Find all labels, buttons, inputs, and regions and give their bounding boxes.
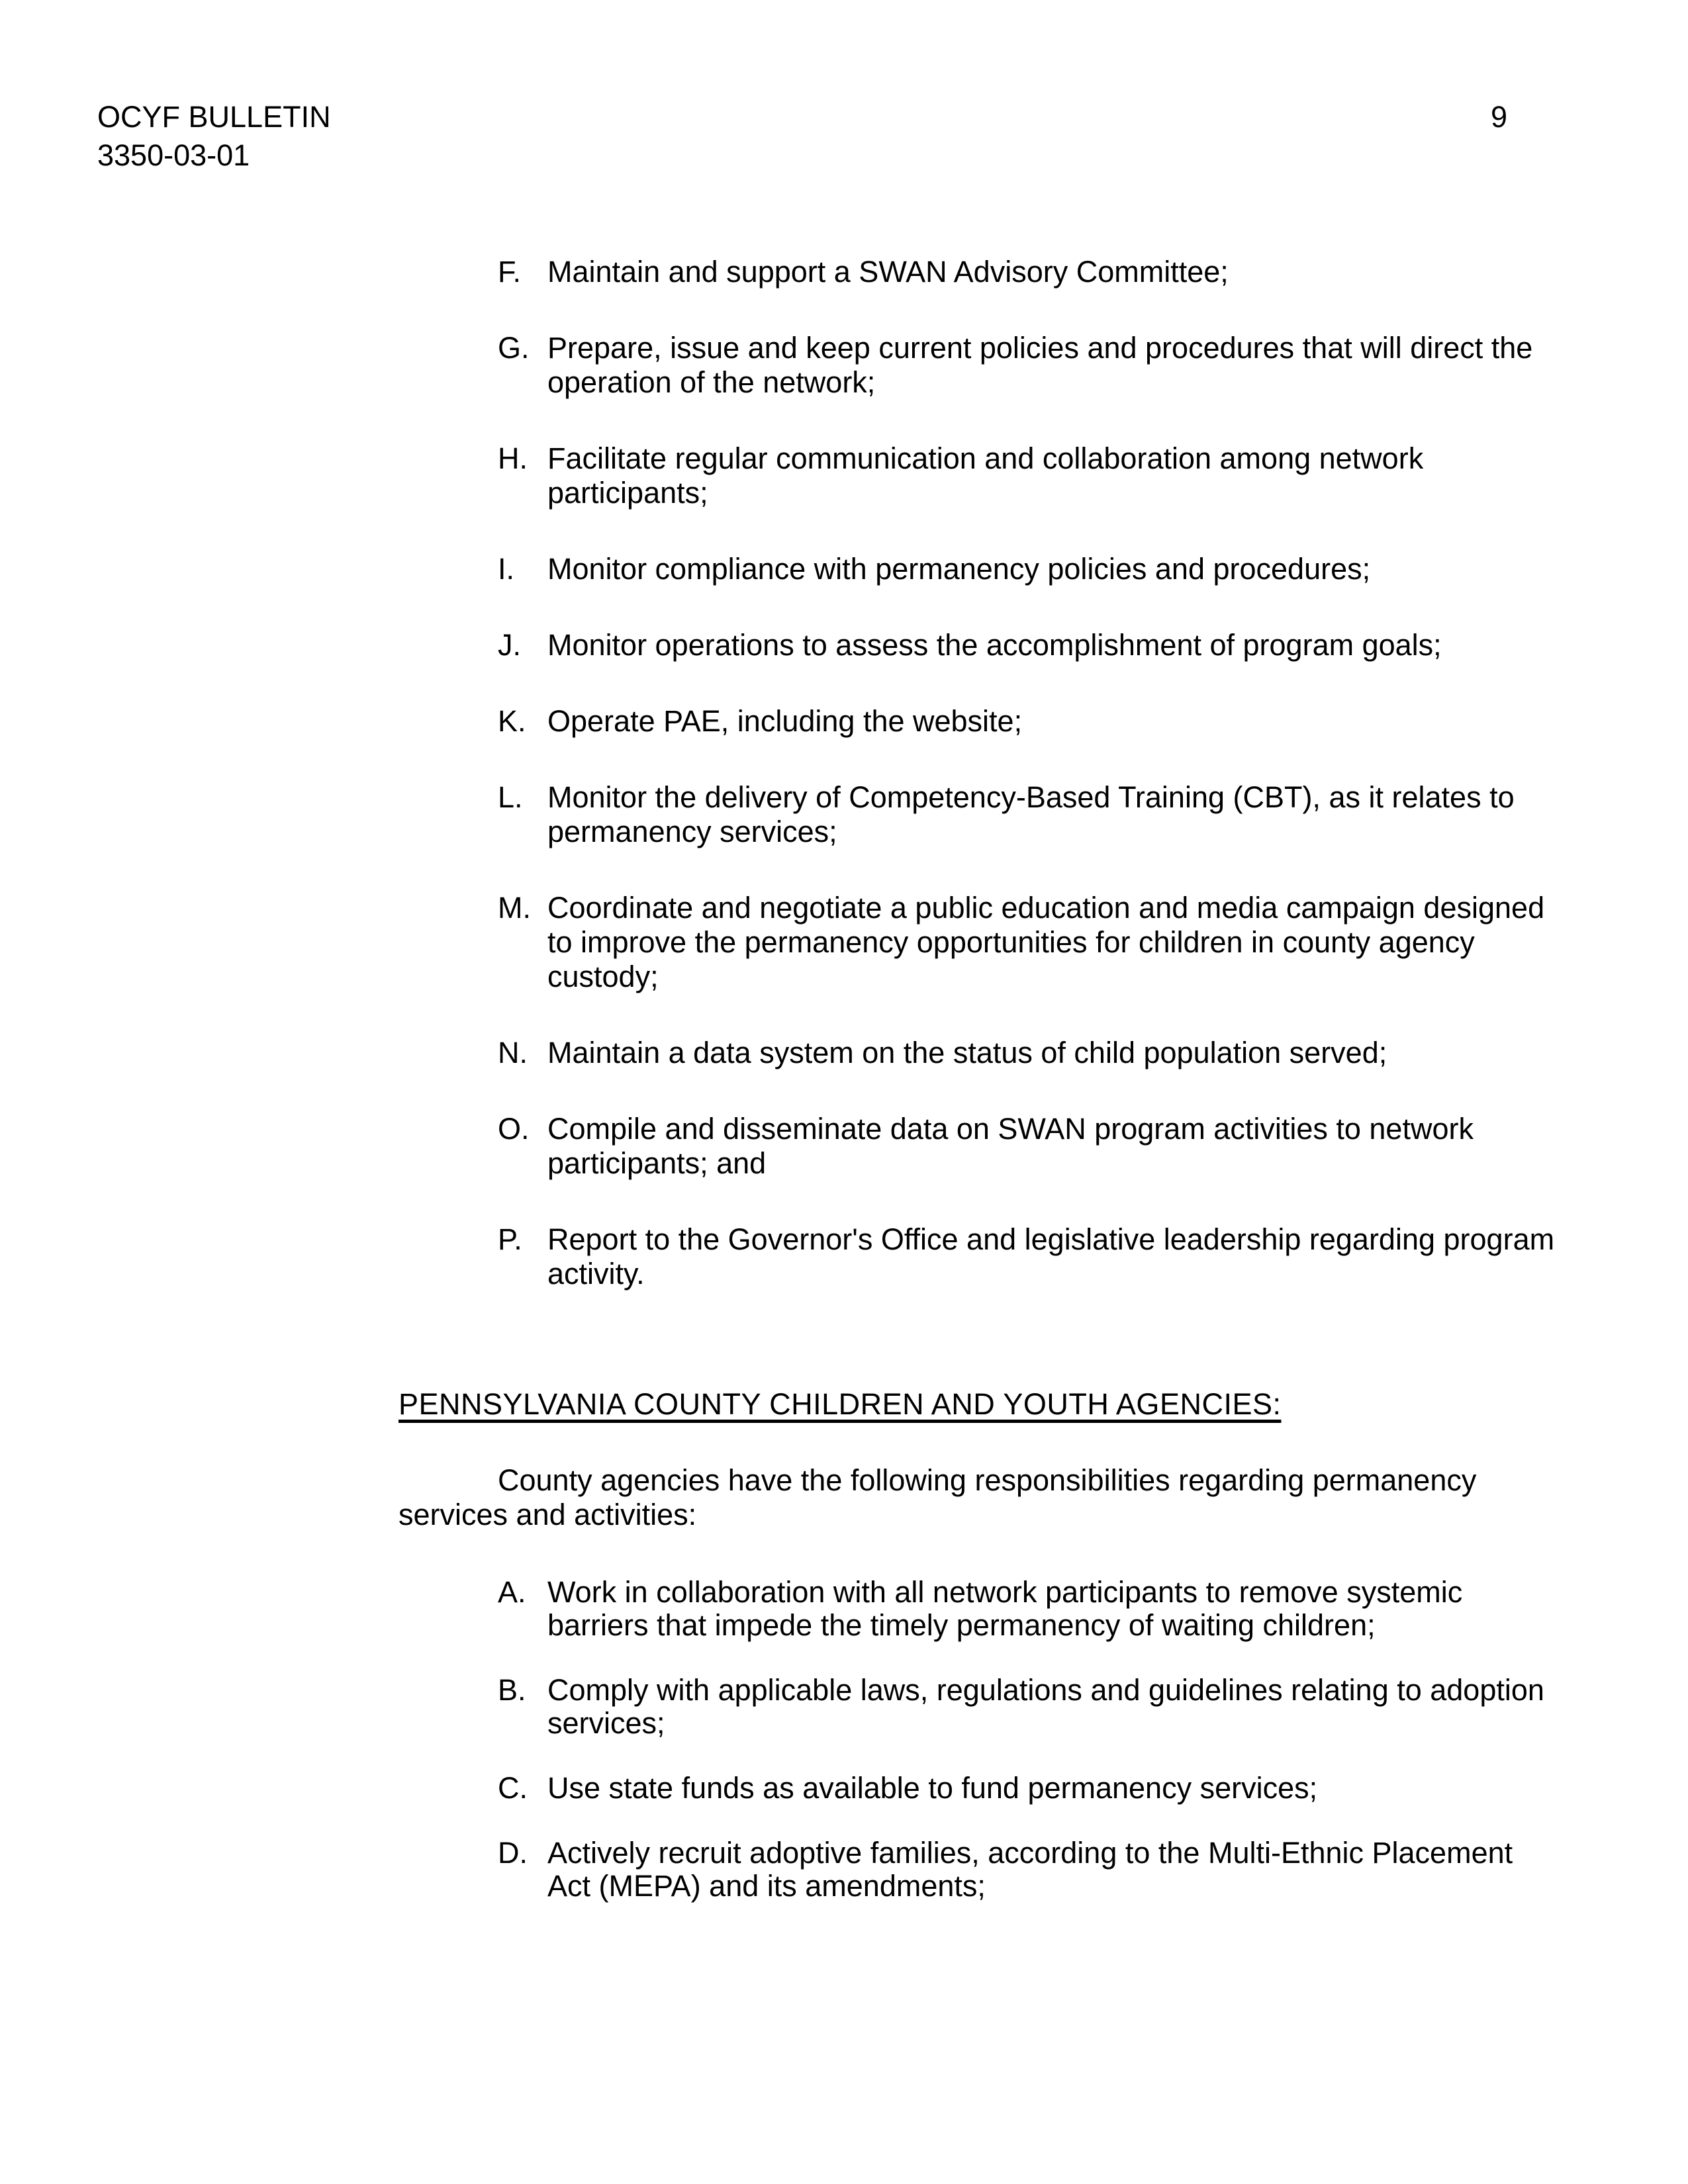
list-item-letter: G. — [498, 331, 530, 365]
list-item-text: Compile and disseminate data on SWAN program activities to network participants; and — [547, 1112, 1474, 1180]
list-item-g — [498, 331, 1560, 400]
list-item-letter: H. — [498, 441, 528, 475]
list-item-n — [498, 1036, 1560, 1070]
list-item-letter: A. — [498, 1575, 526, 1609]
list-item-text: Monitor compliance with permanency policies and procedures; — [547, 552, 1371, 586]
list-item-letter: K. — [498, 704, 526, 738]
list-item-letter: J. — [498, 628, 522, 662]
list-item-letter: P. — [498, 1222, 522, 1256]
list-item-m — [498, 891, 1560, 994]
list-item-letter: M. — [498, 891, 531, 925]
list-item-letter: F. — [498, 255, 522, 289]
list-item-a — [498, 1576, 1560, 1642]
bulletin-title: OCYF BULLETIN — [97, 100, 331, 134]
page-number: 9 — [1491, 100, 1508, 134]
list-item-text: Operate PAE, including the website; — [547, 704, 1023, 738]
list-item-letter: O. — [498, 1112, 530, 1146]
list-item-text: Comply with applicable laws, regulations and guidelines relating to adoption services; — [547, 1673, 1544, 1740]
document-body — [399, 255, 1560, 1903]
list-item-text: Maintain a data system on the status of child population served; — [547, 1036, 1387, 1069]
list-item-i — [498, 552, 1560, 586]
intro-paragraph: County agencies have the following responsibilities regarding permanency services and activities: — [399, 1463, 1477, 1531]
swan-responsibilities-list — [399, 255, 1560, 1291]
document-header — [97, 98, 331, 175]
list-item-letter: L. — [498, 780, 523, 814]
list-item-letter: B. — [498, 1673, 526, 1707]
list-item-c — [498, 1772, 1560, 1805]
list-item-l — [498, 780, 1560, 849]
list-item-p — [498, 1222, 1560, 1291]
list-item-text: Actively recruit adoptive families, according to the Multi-Ethnic Placement Act (MEPA) and its amendments; — [547, 1836, 1513, 1903]
list-item-text: Monitor operations to assess the accomplishment of program goals; — [547, 628, 1442, 662]
list-item-text: Maintain and support a SWAN Advisory Committee; — [547, 255, 1229, 289]
list-item-j — [498, 628, 1560, 662]
county-responsibilities-list — [399, 1576, 1560, 1903]
list-item-h — [498, 441, 1560, 510]
list-item-f — [498, 255, 1560, 289]
list-item-b — [498, 1674, 1560, 1740]
bulletin-number: 3350-03-01 — [97, 138, 250, 172]
list-item-text: Work in collaboration with all network participants to remove systemic barriers that impede the timely permanency of waiting children; — [547, 1575, 1463, 1642]
list-item-text: Coordinate and negotiate a public education and media campaign designed to improve the permanency opportunities for children in county agency custody; — [547, 891, 1545, 993]
list-item-letter: D. — [498, 1836, 528, 1870]
list-item-text: Facilitate regular communication and collaboration among network participants; — [547, 441, 1424, 510]
list-item-letter: I. — [498, 552, 515, 586]
section-heading: PENNSYLVANIA COUNTY CHILDREN AND YOUTH AGENCIES: — [399, 1387, 1282, 1421]
list-item-o — [498, 1112, 1560, 1181]
list-item-letter: N. — [498, 1036, 528, 1069]
list-item-letter: C. — [498, 1771, 528, 1805]
list-item-text: Use state funds as available to fund permanency services; — [547, 1771, 1318, 1805]
list-item-text: Prepare, issue and keep current policies and procedures that will direct the operation of the network; — [547, 331, 1533, 399]
list-item-text: Report to the Governor's Office and legislative leadership regarding program activity. — [547, 1222, 1555, 1291]
list-item-k — [498, 704, 1560, 739]
list-item-d — [498, 1837, 1560, 1903]
list-item-text: Monitor the delivery of Competency-Based Training (CBT), as it relates to permanency services; — [547, 780, 1515, 848]
